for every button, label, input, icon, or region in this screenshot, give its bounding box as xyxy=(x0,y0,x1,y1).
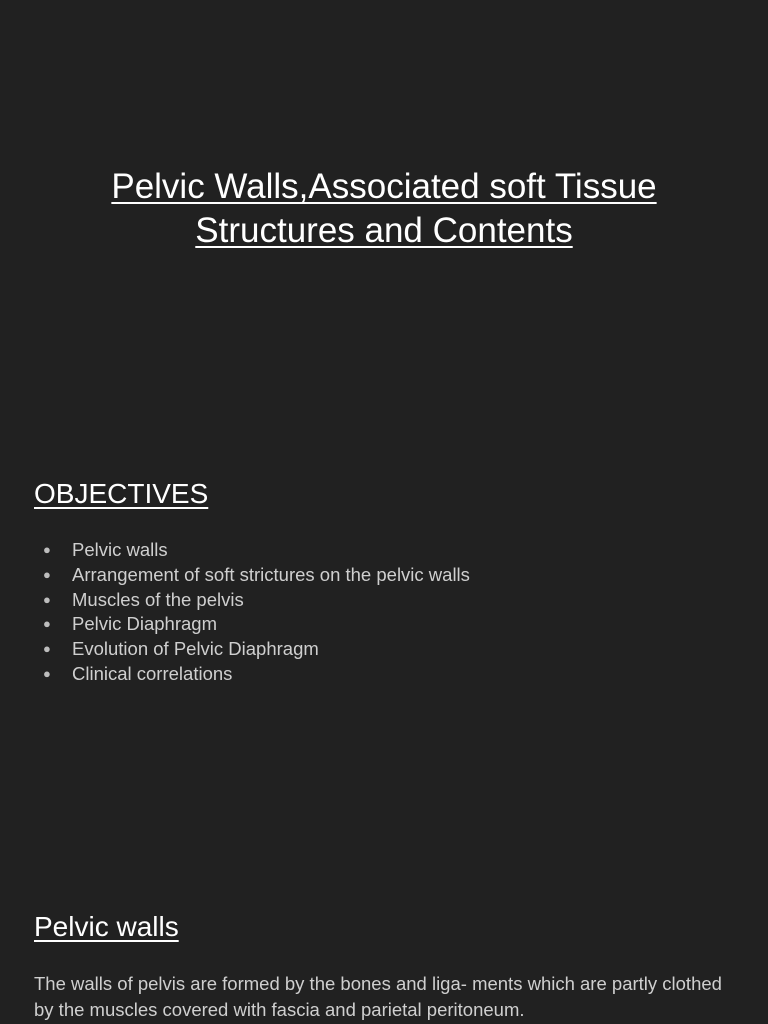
list-item xyxy=(34,563,470,588)
list-item-label: Clinical correlations xyxy=(72,662,233,684)
list-item-label: Evolution of Pelvic Diaphragm xyxy=(72,638,319,660)
bullet-icon: ● xyxy=(43,542,51,557)
list-item xyxy=(34,637,470,662)
list-item xyxy=(34,538,470,563)
list-item xyxy=(34,612,470,637)
objectives-heading: OBJECTIVES xyxy=(34,478,209,509)
bullet-icon: ● xyxy=(43,591,51,607)
bullet-icon: ● xyxy=(43,641,51,657)
bullet-icon: ● xyxy=(43,616,51,632)
pelvic-walls-paragraph: The walls of pelvis are formed by the bones and liga- ments which are partly clothed by the muscles covered with fascia and parietal peritoneum. xyxy=(34,973,722,1020)
pelvic-walls-heading: Pelvic walls xyxy=(34,911,179,942)
list-item xyxy=(34,588,470,613)
objectives-list xyxy=(34,538,470,687)
list-item xyxy=(34,662,470,687)
list-item-label: Pelvic Diaphragm xyxy=(72,613,217,635)
list-item-label: Arrangement of soft strictures on the pelvic walls xyxy=(72,563,470,585)
document-title-line-2: Structures and Contents xyxy=(195,211,573,250)
document-title xyxy=(0,165,768,253)
bullet-icon: ● xyxy=(43,566,51,582)
bullet-icon: ● xyxy=(43,665,51,681)
document-title-line-1: Pelvic Walls,Associated soft Tissue xyxy=(111,167,657,206)
list-item-label: Pelvic walls xyxy=(72,539,168,560)
list-item-label: Muscles of the pelvis xyxy=(72,588,244,610)
